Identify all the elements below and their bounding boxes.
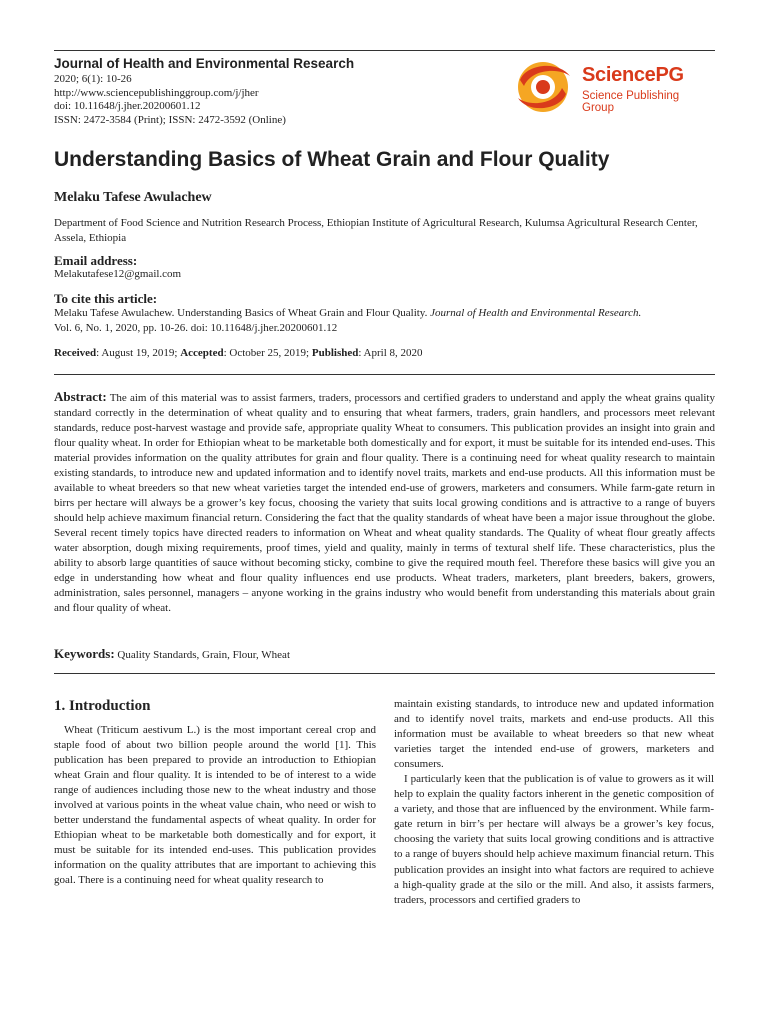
intro-paragraph-2: I particularly keen that the publication is of value to growers as it will help to explain the quality factors inherent in the genetic composition of a variety, and those that are influenced by the environment. While farm-gate return in birr’s per hectare will always be a grower’s key focus, choosing the variety that suits local growing conditions and is attractive to a range of buyers should help achieve maximum financial return. This publication provides an insight into what factors are required to achieve a high-quality grade at the silo or the mill. And also, it assists farmers, traders, processors and certified graders to (394, 773, 714, 906)
abstract-top-rule (54, 374, 715, 375)
logo-name: SciencePG (582, 64, 684, 86)
keywords-label: Keywords: (54, 646, 115, 661)
logo-subtitle: Science Publishing Group (582, 90, 680, 114)
accepted-label: Accepted (180, 347, 224, 359)
sciencepg-logo (512, 58, 712, 116)
abstract-text: The aim of this material was to assist farmers, traders, processors and certified graders to understand and apply the wheat grains quality standard correctly in the determination of wheat quality and to ensuring that wheat farmers, traders, grain handlers, and processors meet relevant standards, reduce post-harvest wastage and provide safe, appropriate quality Wheat to consumers. This publication provides an insight into grain and flour quality wheat. In order for Ethiopian wheat to be marketable both domestically and for export, it must be suitable for its intended end-uses. This material provides information on the quality attributes for grain and flour quality. There is a continuing need for wheat quality research to maintain existing standards, to introduce new and updated information and to identify novel traits, markets and end-use products. All this information must be available to wheat breeders so that new wheat varieties target the intended end-use of growers, marketers and consumers. While farm-gate return in birrs per hectare will always be a grower’s key focus, choosing the variety that suits local growing conditions and is attractive to a range of buyers should help achieve maximum financial return. Considering the fact that the quality standards of wheat have been a major issue throughout the globe. Several recent timely topics have directed readers to information on Wheat and wheat quality standards. The Quality of wheat flour greatly affects water absorption, dough mixing requirements, proof times, yield and quality, mainly in terms of textural shelf life. These characteristics, plus the ability to absorb large quantities of sauce without becoming sticky, combine to give the required mouth feel. Therefore these basics will give you an edge in understanding how wheat and flour quality influences end use products. Wheat traders, marketers, plant breeders, bakers, growers, administration, sales personnel, managers – anyone working in the grains industry who would benefit from understanding this materials about grain and flour quality of wheat. (54, 392, 715, 614)
published-date: : April 8, 2020 (358, 347, 423, 359)
journal-info (54, 56, 514, 127)
header-rule (54, 50, 715, 51)
cite-heading: To cite this article: (54, 291, 158, 306)
accepted-date: : October 25, 2019; (223, 347, 312, 359)
citation (54, 306, 714, 335)
abstract (54, 389, 715, 616)
journal-volume: 2020; 6(1): 10-26 (54, 73, 132, 85)
sciencepg-swirl-icon (512, 58, 578, 116)
keywords-text: Quality Standards, Grain, Flour, Wheat (117, 649, 290, 661)
body-right-column (394, 697, 714, 908)
article-title: Understanding Basics of Wheat Grain and Flour Quality (54, 148, 610, 171)
keywords (54, 646, 290, 662)
citation-volume: Vol. 6, No. 1, 2020, pp. 10-26. doi: 10.11648/j.jher.20200601.12 (54, 321, 338, 334)
journal-name: Journal of Health and Environmental Research (54, 56, 355, 71)
published-label: Published (311, 347, 359, 359)
article-dates (54, 347, 423, 359)
received-label: Received (54, 347, 97, 359)
author-email[interactable]: Melakutafese12@gmail.com (54, 268, 182, 280)
intro-paragraph: Wheat (Triticum aestivum L.) is the most important cereal crop and staple food of about two billion people around the world [1]. This publication has been prepared to provide an introduction to Ethiopian wheat Grain and flour quality. It is intended to be of interest to a wide range of audiences including those new to the wheat industry and those involved at various points in the wheat value chain, who need or wish to better understand the fundamental aspects of wheat quality. In order for Ethiopian wheat to be marketable both domestically and for export, it must be suitable for its intended end-uses. This publication provides information on the quality attributes that are important to achieving this goal. There is a continuing need for wheat quality research to (54, 724, 376, 887)
received-date: : August 19, 2019; (96, 347, 181, 359)
citation-journal: Journal of Health and Environmental Research. (430, 307, 642, 319)
body-left-column (54, 698, 376, 889)
journal-doi: doi: 10.11648/j.jher.20200601.12 (54, 100, 201, 112)
article-author: Melaku Tafese Awulachew (54, 190, 212, 205)
journal-issn: ISSN: 2472-3584 (Print); ISSN: 2472-3592 (Online) (54, 113, 286, 126)
journal-url[interactable]: http://www.sciencepublishinggroup.com/j/jher (54, 86, 259, 99)
author-affiliation: Department of Food Science and Nutrition Research Process, Ethiopian Institute of Agricultural Research, Kulumsa Agricultural Research Center, Assela, Ethiopia (54, 217, 698, 244)
section-heading: 1. Introduction (54, 698, 151, 714)
abstract-label: Abstract: (54, 389, 107, 404)
citation-text: Melaku Tafese Awulachew. Understanding Basics of Wheat Grain and Flour Quality. (54, 307, 431, 319)
intro-paragraph-continued: maintain existing standards, to introduce new and updated information and to identify novel traits, markets and end-use products. All this information must be available to wheat breeders so that new wheat varieties target the intended end-use of growers, marketers and consumers. (394, 698, 714, 771)
email-heading: Email address: (54, 253, 138, 268)
abstract-bottom-rule (54, 673, 715, 674)
